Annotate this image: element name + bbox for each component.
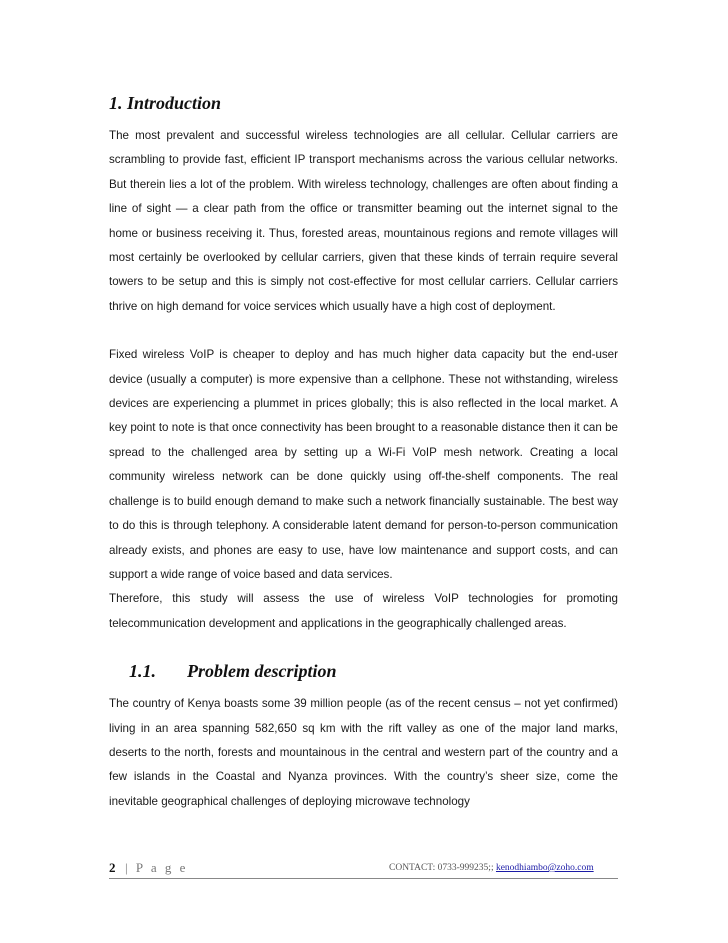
subsection-number: 1.1. [129,661,156,682]
intro-paragraph-2: Fixed wireless VoIP is cheaper to deploy and has much higher data capacity but the end-user device (usually a computer) is more expensive than a cellphone. These not withstanding, wireless devices are experiencing a plummet in prices globally; this is also reflected in the local market. A key point to note is that once connectivity has been brought to a reasonable distance then it can be spread to the challenged area by setting up a Wi-Fi VoIP mesh network. Creating a local community wireless network can be done quickly using off-the-shelf components. The real challenge is to build enough demand to make such a network financially sustainable. The best way to do this is through telephony. A considerable latent demand for person-to-person communication already exists, and phones are easy to use, have low maintenance and support costs, and can support a wide range of voice based and data services. [109,348,618,581]
subsection-title: Problem description [187,661,337,682]
page-footer [109,858,618,879]
section-heading-introduction: 1. Introduction [109,93,222,113]
subsection-heading-problem-description [109,658,618,684]
contact-email-link[interactable]: kenodhiambo@zoho.com [495,863,594,873]
footer-contact [389,863,594,873]
problem-paragraph: The country of Kenya boasts some 39 million people (as of the recent census – not yet confirmed) living in an area spanning 582,650 sq km with the rift valley as one of the major land marks, deserts to the north, forests and mountainous in the central and western part of the country and a few islands in the Coastal and Nyanza provinces. With the country’s sheer size, come the inevitable geographical challenges of deploying microwave technology [109,697,618,808]
page-body [109,90,618,814]
page-label: | P a g e [125,860,188,875]
contact-label: CONTACT: 0733-999235;; [389,863,494,873]
intro-paragraph-1: The most prevalent and successful wireless technologies are all cellular. Cellular carriers are scrambling to provide fast, efficient IP transport mechanisms across the various cellular networks. But therein lies a lot of the problem. With wireless technology, challenges are often about finding a line of sight — a clear path from the office or transmitter beaming out the internet signal to the home or business receiving it. Thus, forested areas, mountainous regions and remote villages will most certainly be overlooked by cellular carriers, given that these kinds of terrain require several towers to be setup and this is simply not cost-effective for most cellular carriers. Cellular carriers thrive on high demand for voice services which usually have a high cost of deployment. [109,129,618,313]
paragraph-spacer [109,319,618,343]
intro-paragraph-3: Therefore, this study will assess the use of wireless VoIP technologies for promoting telecommunication development and applications in the geographically challenged areas. [109,592,618,630]
page-number: 2 [109,860,116,875]
